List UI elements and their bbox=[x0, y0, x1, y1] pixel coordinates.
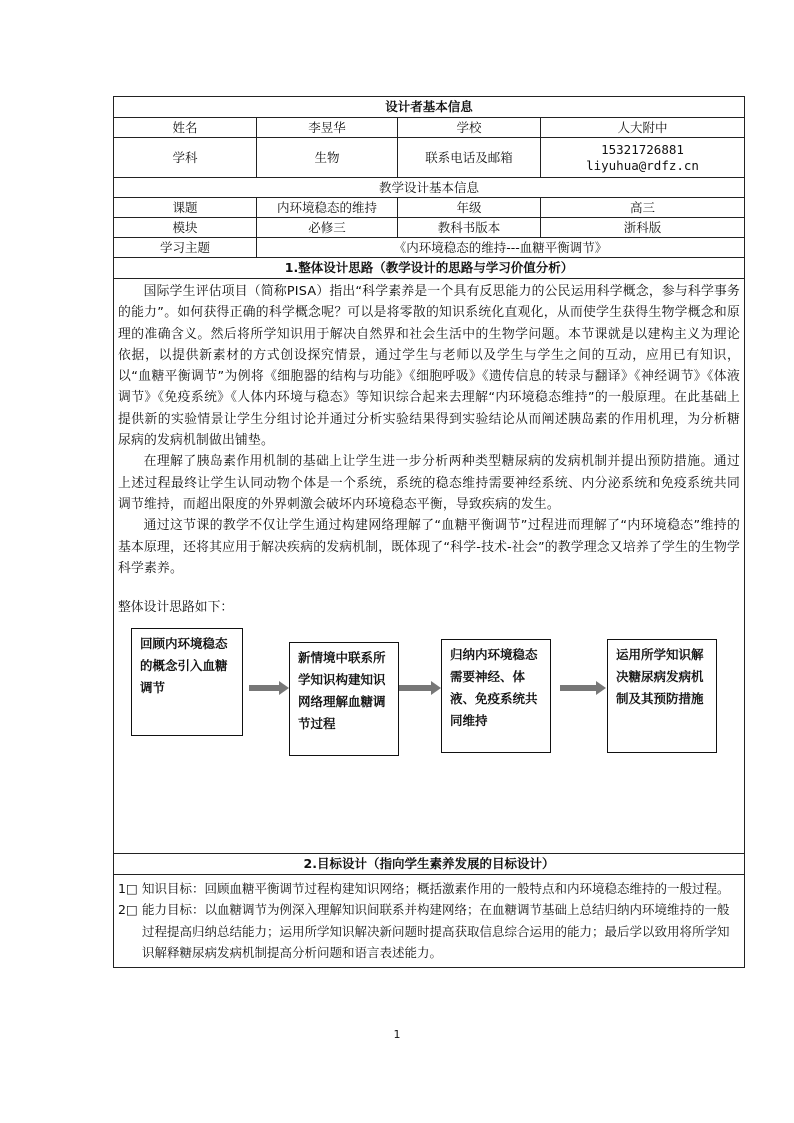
goals-section-title: 2.目标设计（指向学生素养发展的目标设计） bbox=[114, 854, 745, 875]
flow-arrow-icon bbox=[249, 681, 289, 695]
flow-intro: 整体设计思路如下： bbox=[118, 600, 234, 616]
subject-value: 生物 bbox=[257, 138, 398, 178]
textbook-label: 教科书版本 bbox=[398, 218, 541, 238]
goal-text: 能力目标：以血糖调节为例深入理解知识间联系并构建网络；在血糖调节基础上总结归纳内环境维持的一般过程提高归纳总结能力；运用所学知识解决新问题时提高获取信息综合运用的能力；最后学以致用将所学知识解释糖尿病发病机制提高分析问题和语言表述能力。 bbox=[142, 902, 730, 960]
theme-value: 《内环境稳态的维持---血糖平衡调节》 bbox=[257, 238, 745, 258]
flow-diagram bbox=[118, 624, 740, 764]
design-paragraph: 在理解了胰岛素作用机制的基础上让学生进一步分析两种类型糖尿病的发病机制并提出预防措施。通过上述过程最终让学生认同动物个体是一个系统，系统的稳态维持需要神经系统、内分泌系统和免疫系统共同调节维持，而超出限度的外界刺激会破坏内环境稳态平衡，导致疾病的发生。 bbox=[118, 454, 741, 512]
subject-label: 学科 bbox=[114, 138, 257, 178]
info-table bbox=[113, 96, 745, 968]
flow-arrow-icon bbox=[399, 681, 441, 695]
designer-section-title: 设计者基本信息 bbox=[114, 97, 745, 118]
design-section-title: 1.整体设计思路（教学设计的思路与学习价值分析） bbox=[114, 258, 745, 279]
flow-step-3: 归纳内环境稳态需要神经、体液、免疫系统共同维持 bbox=[441, 639, 551, 753]
contact-email: liyuhua@rdfz.cn bbox=[586, 157, 699, 173]
name-value: 李昱华 bbox=[257, 118, 398, 138]
design-section-body bbox=[114, 279, 745, 854]
name-label: 姓名 bbox=[114, 118, 257, 138]
module-value: 必修三 bbox=[257, 218, 398, 238]
school-value: 人大附中 bbox=[541, 118, 745, 138]
grade-label: 年级 bbox=[398, 198, 541, 218]
flow-step-2: 新情境中联系所学知识构建知识网络理解血糖调节过程 bbox=[289, 642, 399, 756]
school-label: 学校 bbox=[398, 118, 541, 138]
flow-arrow-icon bbox=[560, 681, 606, 695]
design-paragraph: 国际学生评估项目（简称PISA）指出“科学素养是一个具有反思能力的公民运用科学概念，参与科学事务的能力”。如何获得正确的科学概念呢？可以是将零散的知识系统化直观化，从而使学生获得生物学概念和原理的准确含义。然后将所学知识用于解决自然界和社会生活中的生物学问题。本节课就是以建构主义为理论依据，以提供新素材的方式创设探究情景，通过学生与老师以及学生与学生之间的互动，应用已有知识，以“血糖平衡调节”为例将《细胞器的结构与功能》《细胞呼吸》《遗传信息的转录与翻译》《神经调节》《体液调节》《免疫系统》《人体内环境与稳态》等知识综合起来去理解“内环境稳态维持”的一般原理。在此基础上提供新的实验情景让学生分组讨论并通过分析实验结果得到实验结论从而阐述胰岛素的作用机理，为分析糖尿病的发病机制做出铺垫。 bbox=[118, 284, 741, 449]
page-number: 1 bbox=[393, 1028, 401, 1041]
contact-label: 联系电话及邮箱 bbox=[398, 138, 541, 178]
topic-label: 课题 bbox=[114, 198, 257, 218]
teaching-section-title: 教学设计基本信息 bbox=[114, 178, 745, 198]
contact-value bbox=[541, 138, 745, 178]
textbook-value: 浙科版 bbox=[541, 218, 745, 238]
goals-section-body bbox=[114, 875, 745, 968]
goal-text: 知识目标：回顾血糖平衡调节过程构建知识网络；概括激素作用的一般特点和内环境稳态维持的一般过程。 bbox=[142, 881, 730, 896]
goal-item bbox=[118, 878, 740, 899]
topic-value: 内环境稳态的维持 bbox=[257, 198, 398, 218]
goal-number: 2□ bbox=[118, 902, 138, 918]
theme-label: 学习主题 bbox=[114, 238, 257, 258]
flow-step-4: 运用所学知识解决糖尿病发病机制及其预防措施 bbox=[607, 639, 717, 753]
grade-value: 高三 bbox=[541, 198, 745, 218]
goal-number: 1□ bbox=[118, 881, 138, 896]
module-label: 模块 bbox=[114, 218, 257, 238]
flow-step-1: 回顾内环境稳态的概念引入血糖调节 bbox=[131, 628, 243, 736]
goal-item bbox=[118, 899, 740, 963]
contact-phone: 15321726881 bbox=[601, 141, 684, 157]
design-paragraph: 通过这节课的教学不仅让学生通过构建网络理解了“血糖平衡调节”过程进而理解了“内环境稳态”维持的基本原理，还将其应用于解决疾病的发病机制，既体现了“科学-技术-社会”的教学理念又培养了学生的生物学科学素养。 bbox=[118, 518, 741, 576]
